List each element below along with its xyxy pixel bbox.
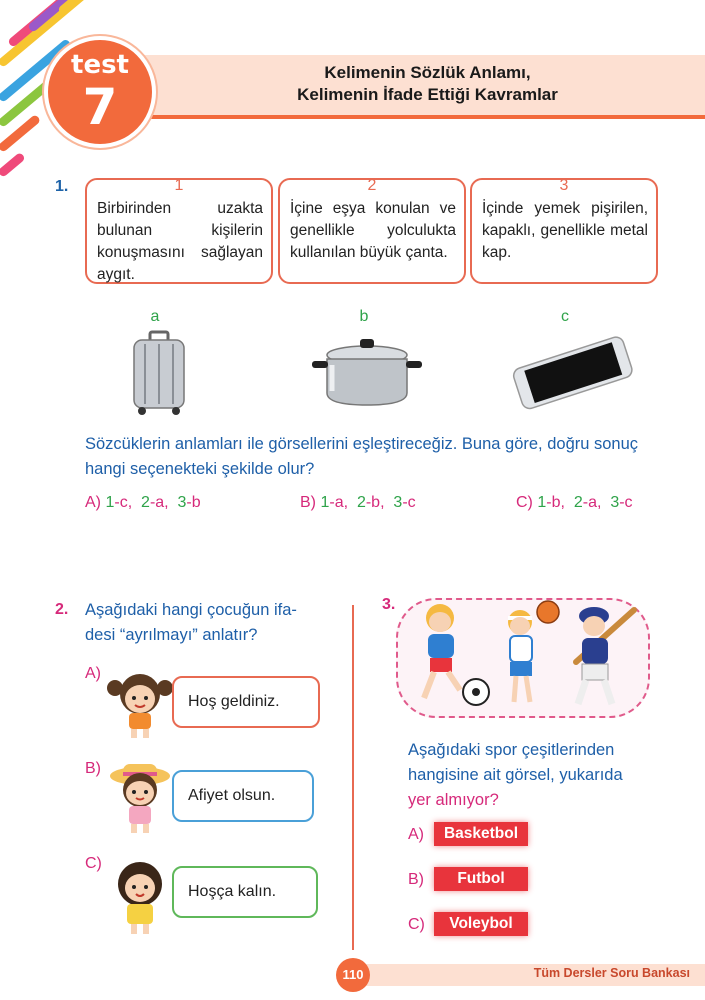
cooking-pot-icon (310, 335, 425, 410)
pair-number: 3 (177, 494, 187, 511)
q1-question-text: Sözcüklerin anlamları ile görsellerini eşleştireceğiz. Buna göre, doğru sonuç hangi seçenekteki şekilde olur? (85, 435, 639, 478)
image-label-a: a (150, 308, 160, 325)
definition-box-1 (85, 178, 273, 284)
q3-emphasis: yer (408, 791, 436, 809)
definition-number: 1 (174, 177, 184, 194)
pair-number: 1 (105, 494, 115, 511)
pair-number: 2 (573, 494, 583, 511)
pair-letter: b (191, 494, 201, 511)
pair-number: 1 (320, 494, 330, 511)
option-letter: B) (300, 494, 316, 511)
pair-number: 1 (537, 494, 547, 511)
pair-number: 3 (610, 494, 620, 511)
title-line-2: Kelimenin İfade Ettiği Kavramlar (297, 85, 558, 104)
definition-text: Birbirinden uzakta bulunan kişilerin konuşmasını sağlayan aygıt. (97, 200, 263, 283)
image-label-c: c (561, 308, 569, 325)
q3-question-line-1: Aşağıdaki spor çeşitlerinden (408, 741, 615, 759)
q1-option-c[interactable]: C) 1-b, 2-a, 3-c (516, 494, 633, 511)
definition-text: İçinde yemek pişirilen, kapaklı, genellikle metal kap. (482, 200, 648, 261)
pair-letter: a (155, 494, 165, 511)
pair-letter: a (334, 494, 344, 511)
pair-letter: a (588, 494, 597, 511)
pair-letter: c (407, 494, 416, 511)
page-number: 110 (336, 958, 370, 992)
q3-option-a-button[interactable]: Basketbol (434, 822, 528, 846)
speech-text: Hoşça kalın. (188, 883, 277, 900)
q3-option-b-button[interactable]: Futbol (434, 867, 528, 891)
girl-c-icon (105, 858, 175, 938)
title-line-1: Kelimenin Sözlük Anlamı, (324, 63, 531, 82)
speech-bubble-a[interactable] (172, 676, 320, 728)
q1-option-b[interactable]: B) 1-a, 2-b, 3-c (300, 494, 416, 511)
q2-number: 2. (55, 601, 69, 618)
soccer-player-icon (404, 600, 494, 712)
badge-number: 7 (82, 78, 118, 136)
option-letter: A) (85, 494, 101, 511)
q2-question-line-2: desi “ayrılmayı” anlatır? (85, 626, 258, 644)
sports-image-frame (396, 598, 650, 718)
q3-question-line-3 (408, 788, 688, 813)
smartphone-icon (505, 335, 640, 410)
pair-letter: c (119, 494, 128, 511)
test-badge (48, 40, 152, 144)
pair-number: 3 (393, 494, 403, 511)
basketball-player-icon (496, 600, 566, 712)
q2-option-a-letter: A) (85, 665, 101, 682)
suitcase-icon (128, 330, 190, 416)
baseball-player-icon (566, 600, 642, 712)
pair-number: 2 (141, 494, 150, 511)
image-label-b: b (359, 308, 369, 325)
q3-option-c-letter: C) (408, 916, 425, 933)
q1-number: 1. (55, 178, 69, 195)
q3-question-line-2: hangisine ait görsel, yukarıda (408, 766, 623, 784)
q1-option-a[interactable]: A) 1-c, 2-a, 3-b (85, 494, 201, 511)
definition-number: 2 (367, 177, 377, 194)
badge-word: test (71, 50, 129, 80)
q3-question-text (408, 738, 688, 813)
q3-option-a-letter: A) (408, 826, 424, 843)
girl-a-icon (105, 668, 175, 740)
definition-text: İçine eşya konulan ve genellikle yolculukta kullanılan büyük çanta. (290, 200, 456, 261)
speech-bubble-c[interactable] (172, 866, 318, 918)
header-underline (120, 115, 705, 119)
pair-letter: b (371, 494, 381, 511)
q2-option-c-letter: C) (85, 855, 102, 872)
q3-emphasis-word: almıyor? (435, 791, 499, 809)
speech-bubble-b[interactable] (172, 770, 314, 822)
pair-letter: c (624, 494, 633, 511)
book-title: Tüm Dersler Soru Bankası (533, 966, 690, 980)
definition-box-2 (278, 178, 466, 284)
speech-text: Afiyet olsun. (188, 787, 276, 804)
q2-option-b-letter: B) (85, 760, 101, 777)
pair-letter: b (551, 494, 561, 511)
q3-option-b-letter: B) (408, 871, 424, 888)
definition-box-3 (470, 178, 658, 284)
q3-option-c-button[interactable]: Voleybol (434, 912, 528, 936)
option-letter: C) (516, 494, 533, 511)
pair-number: 2 (356, 494, 366, 511)
q2-question-line-1: Aşağıdaki hangi çocuğun ifa- (85, 601, 297, 619)
page-title (150, 62, 705, 106)
definition-number: 3 (559, 177, 569, 194)
column-divider (352, 605, 354, 950)
speech-text: Hoş geldiniz. (188, 693, 280, 710)
q3-number: 3. (382, 596, 396, 613)
girl-b-icon (105, 760, 175, 835)
q2-question-text (85, 598, 345, 648)
